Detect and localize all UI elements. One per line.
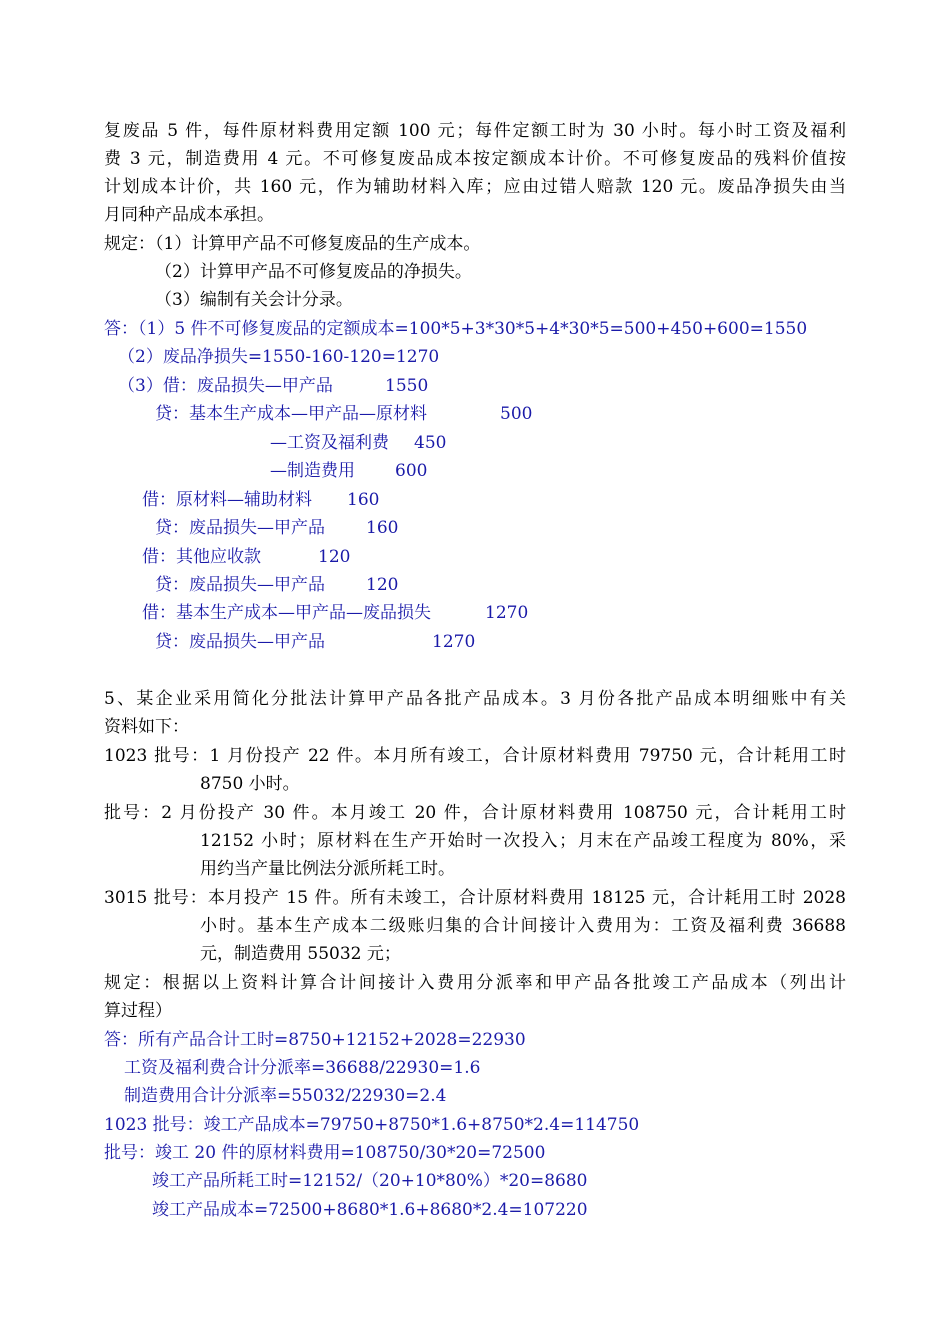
answer-5-line-7: 竣工产品成本=72500+8680*1.6+8680*2.4=107220 (152, 1200, 588, 1220)
batch-1023-line-1: 1023 批号：1 月份投产 22 件。本月所有竣工，合计原材料费用 79750 元，合计耗用工时 (104, 746, 846, 766)
journal-entry-9: 借：基本生产成本—甲产品—废品损失 (142, 603, 431, 623)
entry-amount: 450 (414, 433, 447, 453)
intro-line-3: 计划成本计价，共 160 元，作为辅助材料入库；应由过错人赔款 120 元。废品净损失由当 (104, 177, 846, 197)
answer-5-line-3: 制造费用合计分派率=55032/22930=2.4 (124, 1086, 447, 1106)
answer-5-line-2: 工资及福利费合计分派率=36688/22930=1.6 (124, 1058, 481, 1078)
answer-1-line-2: （2）废品净损失=1550-160-120=1270 (118, 347, 440, 367)
journal-entry-3: —工资及福利费 (270, 433, 389, 453)
entry-amount: 120 (318, 547, 351, 567)
answer-5-line-5: 批号：竣工 20 件的原材料费用=108750/30*20=72500 (104, 1143, 546, 1163)
entry-amount: 500 (500, 404, 533, 424)
entry-amount: 600 (395, 461, 428, 481)
entry-amount: 160 (347, 490, 380, 510)
intro-line-2: 费 3 元，制造费用 4 元。不可修复废品成本按定额成本计价。不可修复废品的残料价值按 (104, 149, 846, 169)
intro-line-4: 月同种产品成本承担。 (104, 205, 274, 225)
batch-2-line-2: 12152 小时；原材料在生产开始时一次投入；月末在产品竣工程度为 80%，采 (200, 831, 846, 851)
batch-3015-line-2: 小时。基本生产成本二级账归集的合计间接计入费用为：工资及福利费 36688 (200, 916, 846, 936)
answer-5-line-4: 1023 批号：竣工产品成本=79750+8750*1.6+8750*2.4=114750 (104, 1115, 640, 1135)
answer-1-line-1: 答：（1）5 件不可修复废品的定额成本=100*5+3*30*5+4*30*5=500+450+600=1550 (104, 319, 808, 339)
question-5-requirement-1: 规定：根据以上资料计算合计间接计入费用分派率和甲产品各批竣工产品成本（列出计 (104, 973, 846, 993)
entry-amount: 1550 (385, 376, 429, 396)
journal-entry-1 (118, 372, 333, 400)
requirement-1: 规定：（1）计算甲产品不可修复废品的生产成本。 (104, 234, 481, 254)
entry-amount: 120 (366, 575, 399, 595)
answer-5-line-1: 答：所有产品合计工时=8750+12152+2028=22930 (104, 1030, 526, 1050)
entry-amount: 160 (366, 518, 399, 538)
answer-5-line-6: 竣工产品所耗工时=12152/（20+10*80%）*20=8680 (152, 1171, 588, 1191)
entry-amount: 1270 (432, 632, 476, 652)
batch-2-line-3: 用约当产量比例法分派所耗工时。 (200, 859, 455, 879)
journal-entry-10: 贷：废品损失—甲产品 (155, 632, 325, 652)
journal-entry-6: 贷：废品损失—甲产品 (155, 518, 325, 538)
batch-1023-line-2: 8750 小时。 (200, 774, 300, 794)
batch-3015-line-3: 元，制造费用 55032 元； (200, 944, 401, 964)
journal-entry-5: 借：原材料—辅助材料 (142, 490, 312, 510)
question-5-requirement-2: 算过程） (104, 1001, 172, 1021)
batch-3015-line-1: 3015 批号：本月投产 15 件。所有未竣工，合计原材料费用 18125 元，合计耗用工时 2028 (104, 888, 846, 908)
journal-entry-2: 贷：基本生产成本—甲产品—原材料 (155, 404, 427, 424)
question-5-line-1: 5、某企业采用简化分批法计算甲产品各批产品成本。3 月份各批产品成本明细账中有关 (104, 689, 846, 709)
requirement-3: （3）编制有关会计分录。 (155, 290, 353, 310)
batch-2-line-1: 批号：2 月份投产 30 件。本月竣工 20 件，合计原材料费用 108750 元，合计耗用工时 (104, 803, 846, 823)
journal-entry-4: —制造费用 (270, 461, 355, 481)
journal-entry-8: 贷：废品损失—甲产品 (155, 575, 325, 595)
requirement-2: （2）计算甲产品不可修复废品的净损失。 (155, 262, 472, 282)
intro-line-1: 复废品 5 件，每件原材料费用定额 100 元；每件定额工时为 30 小时。每小时工资及福利 (104, 121, 846, 141)
entry-account: （3）借：废品损失—甲产品 (118, 376, 333, 396)
journal-entry-7: 借：其他应收款 (142, 547, 261, 567)
entry-amount: 1270 (485, 603, 529, 623)
question-5-line-2: 资料如下： (104, 717, 189, 737)
